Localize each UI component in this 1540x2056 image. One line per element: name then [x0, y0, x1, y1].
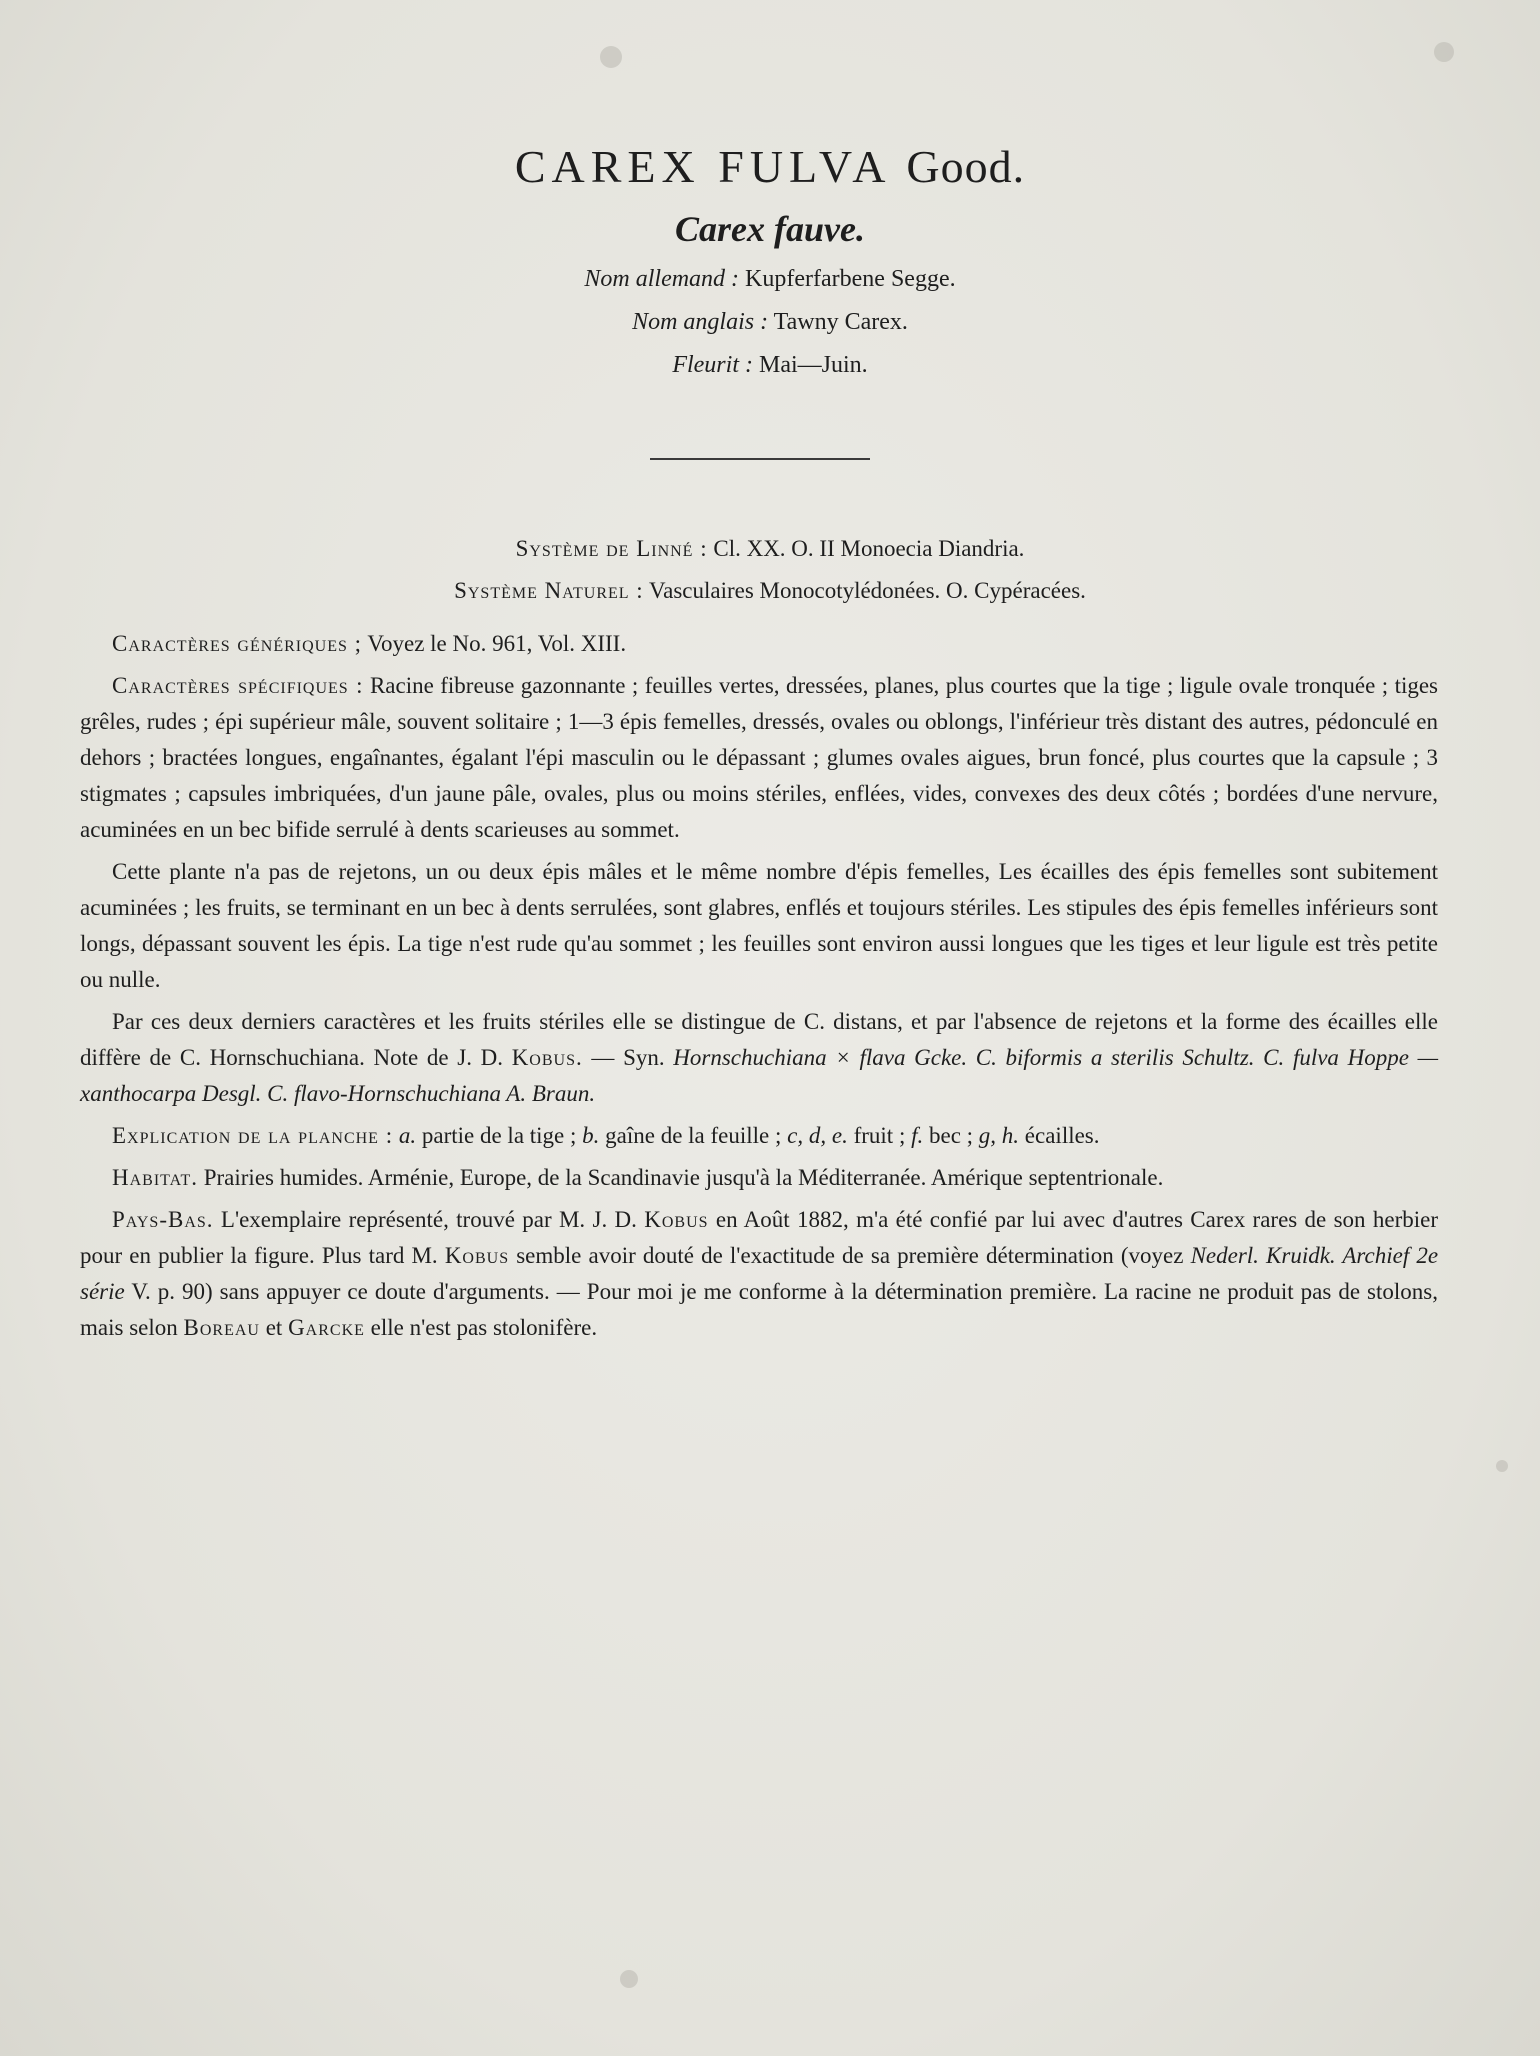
plate-text-f: bec ; [928, 1123, 974, 1148]
plate-explanation-key: Explication de la planche : [112, 1123, 394, 1148]
plate-letter-a: a. [398, 1123, 417, 1148]
generic-value: Voyez le No. 961, Vol. XIII. [367, 631, 627, 656]
natural-system-key: Système Naturel : [454, 578, 644, 603]
english-name-line [0, 309, 1540, 336]
netherlands-text-2: en Août 1882, m'a été confié par lui avec d'autres Carex rares de son herbier pour en publier la figure. Plus tard M. [80, 1207, 1439, 1268]
flowering-value: Mai—Juin. [758, 352, 868, 378]
kobus-name: Kobus [644, 1207, 709, 1232]
kobus-name: Kobus. [511, 1045, 583, 1070]
title-author: Good. [906, 141, 1026, 192]
linne-system-value: Cl. XX. O. II Monoecia Diandria. [713, 536, 1025, 561]
plate-text-cde: fruit ; [853, 1123, 906, 1148]
plate-text-gh: écailles. [1024, 1123, 1100, 1148]
title-name: CAREX FULVA [514, 141, 889, 192]
divider-rule [650, 458, 870, 460]
paper-speck [1434, 42, 1454, 62]
netherlands-and: et [265, 1315, 283, 1340]
netherlands-text-1: L'exemplaire représenté, trouvé par M. J. D. [220, 1207, 637, 1232]
paper-speck [1496, 1460, 1508, 1472]
flowering-line [0, 352, 1540, 379]
plate-letter-b: b. [582, 1123, 600, 1148]
plate-letter-cde: c, d, e. [787, 1123, 848, 1148]
synonym-list: Hornschuchiana × flava Gcke. C. biformis a sterilis Schultz. C. fulva Hoppe — xanthocarpa Desgl. C. flavo-Hornschuchiana A. Braun. [80, 1045, 1439, 1106]
english-name-key: Nom anglais : [632, 309, 769, 335]
german-name-line [0, 266, 1540, 293]
german-name-value: Kupferfarbene Segge. [745, 266, 956, 292]
page-title [0, 140, 1540, 193]
synonym-label: — Syn. [591, 1045, 665, 1070]
linne-system-line [0, 536, 1540, 562]
habitat-key: Habitat. [112, 1165, 198, 1190]
garcke-name: Garcke [288, 1315, 365, 1340]
plate-text-b: gaîne de la feuille ; [605, 1123, 782, 1148]
netherlands-text-4: V. p. 90) sans appuyer ce doute d'arguments. — Pour moi je me conforme à la détermination première. La racine ne produit pas de stolons, mais selon [80, 1279, 1438, 1340]
description-body [80, 626, 1438, 1352]
flowering-key: Fleurit : [672, 352, 753, 378]
specific-characters [80, 668, 1438, 848]
generic-characters [80, 626, 1438, 662]
german-name-key: Nom allemand : [584, 266, 740, 292]
specific-value: Racine fibreuse gazonnante ; feuilles vertes, dressées, planes, plus courtes que la tige ; ligule ovale tronquée ; tiges grêles, rudes ; épi supérieur mâle, souvent solitaire ; 1—3 épis femelles, dressés, ovales ou oblongs, l'inférieur très distant des autres, pédonculé en dehors ; bractées longues, engaînantes, égalant l'épi masculin ou le dépassant ; glumes ovales aigues, brun foncé, plus courtes que la capsule ; 3 stigmates ; capsules imbriquées, d'un jaune pâle, ovales, plus ou moins stériles, enflées, vides, convexes des deux côtés ; bordées d'une nervure, acuminées en un bec bifide serrulé à dents scarieuses au sommet. [80, 673, 1439, 842]
paragraph-description: Cette plante n'a pas de rejetons, un ou deux épis mâles et le même nombre d'épis femelles, Les écailles des épis femelles sont subitement acuminées ; les fruits, se terminant en un bec à dents serrulées, sont glabres, enflés et toujours stériles. Les stipules des épis femelles inférieurs sont longs, dépassant souvent les épis. La tige n'est rude qu'au sommet ; les feuilles sont environ aussi longues que les tiges et leur ligule est très petite ou nulle. [80, 859, 1438, 992]
paper-speck [620, 1970, 638, 1988]
netherlands-text-5: elle n'est pas stolonifère. [370, 1315, 598, 1340]
generic-key: Caractères génériques ; [112, 631, 363, 656]
plate-explanation [80, 1118, 1438, 1154]
netherlands-note [80, 1202, 1438, 1346]
boreau-name: Boreau [183, 1315, 260, 1340]
linne-system-key: Système de Linné : [515, 536, 708, 561]
plate-letter-f: f. [911, 1123, 924, 1148]
specific-key: Caractères spécifiques : [112, 673, 364, 698]
kobus-name: Kobus [444, 1243, 510, 1268]
natural-system-line [0, 578, 1540, 604]
distinction-text: Par ces deux derniers caractères et les fruits stériles elle se distingue de C. distans, et par l'absence de rejetons et la forme des écailles elle diffère de C. Hornschuchiana. Note de J. D. [80, 1009, 1438, 1070]
journal-reference: Nederl. Kruidk. Archief 2e série [80, 1243, 1439, 1304]
paper-speck [600, 46, 622, 68]
netherlands-text-3: semble avoir douté de l'exactitude de sa première détermination (voyez [516, 1243, 1184, 1268]
natural-system-value: Vasculaires Monocotylédonées. O. Cypéracées. [649, 578, 1086, 603]
netherlands-key: Pays-Bas. [112, 1207, 214, 1232]
plate-letter-gh: g, h. [978, 1123, 1020, 1148]
english-name-value: Tawny Carex. [773, 309, 908, 335]
habitat-value: Prairies humides. Arménie, Europe, de la Scandinavie jusqu'à la Méditerranée. Amérique septentrionale. [203, 1165, 1164, 1190]
plate-text-a: partie de la tige ; [421, 1123, 577, 1148]
paragraph-distinction [80, 1004, 1438, 1112]
page-subtitle: Carex fauve. [675, 209, 865, 249]
habitat [80, 1160, 1438, 1196]
